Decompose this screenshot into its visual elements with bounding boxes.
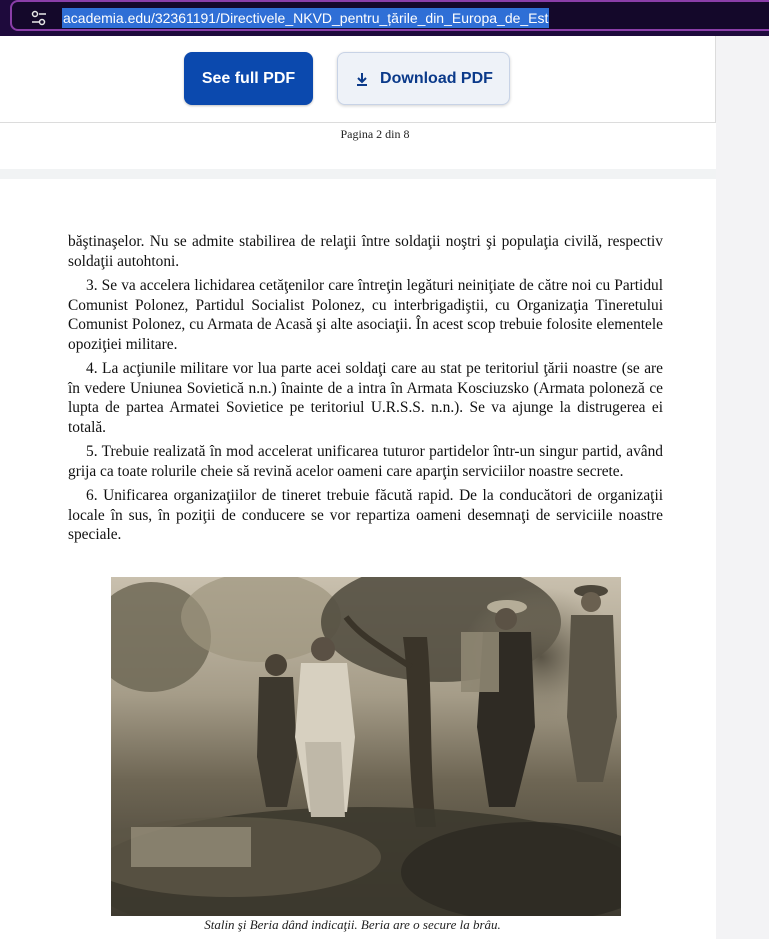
tune-icon[interactable] bbox=[30, 9, 48, 27]
paragraph: 4. La acţiunile militare vor lua parte acei soldaţi care au stat pe teritoriul ţării noastre (se are în vedere Uniunea Sovietică n.n.) înainte de a intra în Armata Kosciuzsko (Armata poloneză ce lupta de partea Armatei Sovietice pe teritoriul U.R.S.S. n.n.). Se va ajunge la distrugerea ei totală. bbox=[68, 360, 663, 436]
download-icon bbox=[354, 71, 370, 87]
photo-caption: Stalin şi Beria dând indicaţii. Beria are o secure la brâu. bbox=[204, 917, 501, 932]
paragraph: băştinaşelor. Nu se admite stabilirea de relaţii între soldaţii noştri şi populaţia civilă, respectiv soldaţii autohtoni. bbox=[68, 233, 663, 270]
document-page bbox=[0, 179, 716, 939]
page-counter: Pagina 2 din 8 bbox=[340, 127, 410, 141]
see-full-pdf-label: See full PDF bbox=[201, 69, 296, 87]
see-full-pdf-button[interactable] bbox=[184, 52, 313, 105]
historical-photo bbox=[111, 577, 621, 916]
browser-address-bar bbox=[0, 0, 769, 36]
paragraph: 6. Unificarea organizaţiilor de tineret trebuie făcută rapid. De la conducători de organizaţii locale în sus, în poziţii de conducere se vor repartiza oameni desemnaţi de serviciile noastre speciale. bbox=[68, 487, 663, 543]
download-pdf-button[interactable] bbox=[337, 52, 510, 105]
download-pdf-label: Download PDF bbox=[380, 69, 493, 87]
page-counter-bar bbox=[0, 123, 716, 169]
paragraph: 5. Trebuie realizată în mod accelerat unificarea tuturor partidelor într-un singur partid, având grija ca toate rolurile cheie să revină acelor oameni care aparţin serviciilor noastre secrete. bbox=[68, 443, 663, 480]
right-gutter bbox=[716, 36, 769, 939]
url-text[interactable]: academia.edu/32361191/Directivele_NKVD_pentru_țările_din_Europa_de_Est bbox=[63, 10, 549, 26]
pdf-toolbar bbox=[0, 36, 716, 123]
document-text bbox=[68, 232, 663, 550]
url-omnibox[interactable] bbox=[10, 0, 769, 31]
paragraph: 3. Se va accelera lichidarea cetăţenilor care întreţin legături neiniţiate de către noi cu Partidul Comunist Polonez, Partidul Socialist Polonez, cu interbrigadiştii, cu Organizaţia Tineretului Comunist Polonez, cu Armata de Acasă şi alte asociaţii. În acest scop trebuie folosite elementele opoziţiei militare. bbox=[68, 277, 663, 353]
